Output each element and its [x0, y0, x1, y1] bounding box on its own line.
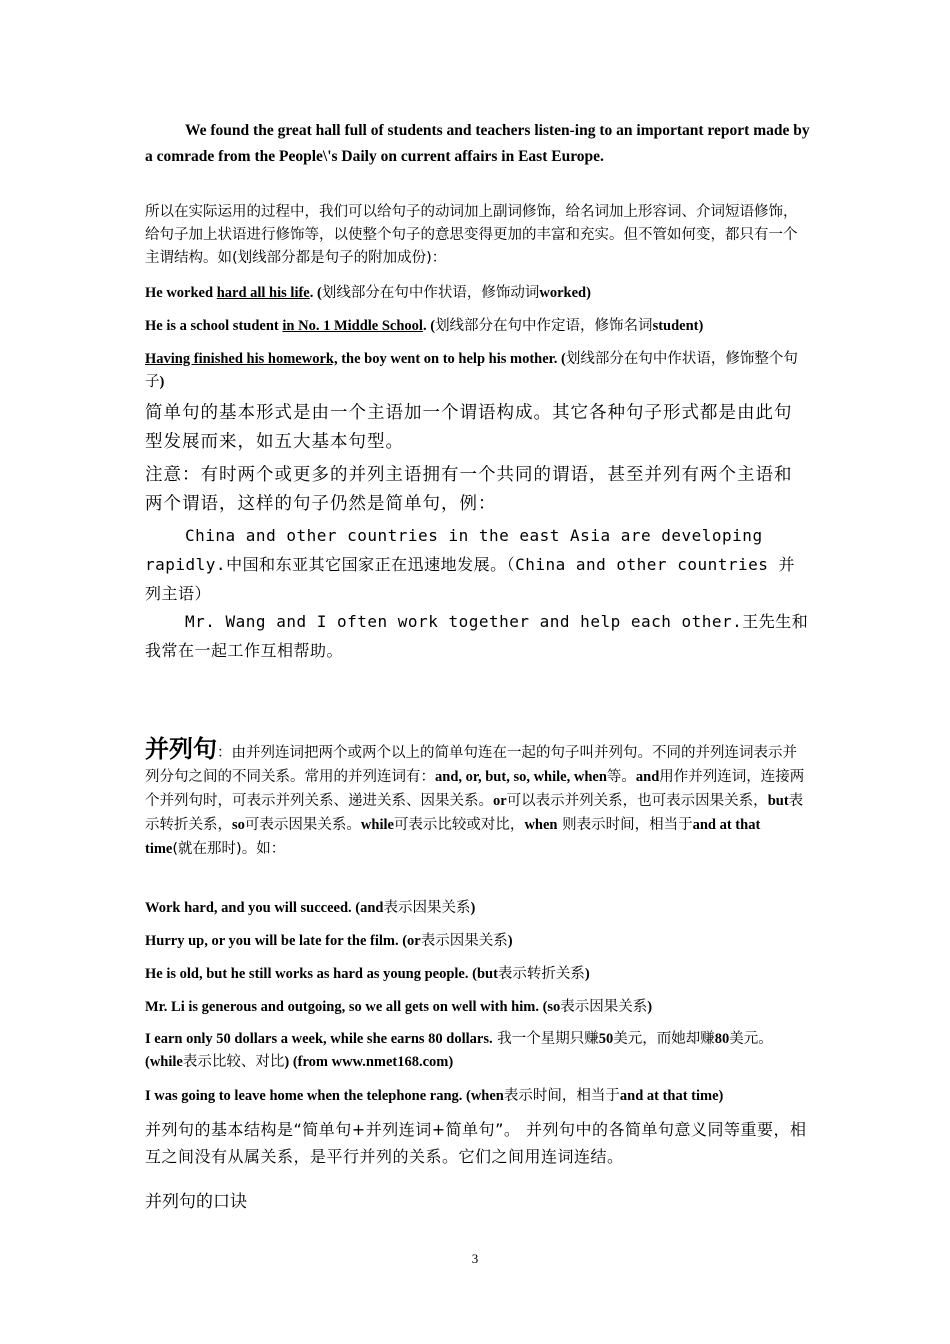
example-note: 表示因果关系 — [383, 900, 471, 916]
example-note: 表示转折关系 — [497, 966, 585, 982]
example-note: 表示时间，相当于 — [503, 1088, 620, 1104]
compound-lead: ：由并列连词把两个或两个以上的简单句连在一起的句子叫并列句。不同的并列连词表示并列分句之间的不同关系。常用的并列连词有： — [145, 745, 797, 785]
example-compound-4 — [145, 996, 810, 1019]
example-earn — [145, 1028, 810, 1074]
example-compound-3 — [145, 963, 810, 986]
example-china-text: China and other countries in the east Asia are developing rapidly.中国和东亚其它国家正在迅速地发展。（China and other countries 并列主语） — [145, 526, 796, 603]
example-note: 划线部分在句中作状语，修饰动词 — [321, 285, 540, 301]
example-text: . ( — [309, 285, 322, 301]
example-note: 美元，而她却赚 — [613, 1031, 715, 1047]
example-text: ) — [470, 900, 476, 916]
example-note: 划线部分在句中作状语，修饰整个句子 — [145, 351, 798, 390]
conj-or: or — [493, 793, 507, 809]
example-text: ) — [584, 966, 590, 982]
structure-paragraph — [145, 1116, 810, 1170]
example-text: Hurry up, or you will be late for the film. (or — [145, 933, 421, 949]
simple-form-paragraph — [145, 399, 810, 457]
example-text: He is old, but he still works as hard as young people. (but — [145, 966, 498, 982]
example-note: 我一个星期只赚 — [492, 1031, 599, 1047]
compound-text: 表示转折关系， — [145, 793, 804, 833]
underlined-phrase: in No. 1 Middle School — [282, 318, 423, 334]
conj-while: while — [360, 817, 394, 833]
example-text: ) — [507, 933, 513, 949]
compound-text: 用作并列连词，连接两个并列句时，可表示并列关系、递进关系、因果关系。 — [145, 769, 805, 809]
compound-text: 则表示时间，相当于 — [557, 817, 693, 833]
example-text: . ( — [422, 318, 436, 334]
example-note: 表示因果关系 — [420, 933, 508, 949]
structure-text: 并列句的基本结构是“简单句+并列连词+简单句”。 并列句中的各简单句意义同等重要，相互之间没有从属关系，是平行并列的关系。它们之间用连词连结。 — [145, 1120, 807, 1166]
simple-form-text: 简单句的基本形式是由一个主语加一个谓语构成。其它各种句子形式都是由此句型发展而来，如五大基本句型。 — [145, 403, 793, 452]
example-note: 美元。 — [729, 1031, 773, 1047]
example-number: 50 — [598, 1031, 614, 1047]
example-text: ) — [159, 374, 165, 390]
example-wang — [145, 607, 810, 665]
compound-text: 可表示因果关系。 — [244, 817, 361, 833]
conj-so: so — [232, 817, 245, 833]
example-text: (while — [145, 1054, 183, 1070]
example-text: and at that time) — [619, 1088, 724, 1104]
example-note: 划线部分在句中作定语，修饰名词 — [435, 318, 653, 334]
example-compound-1 — [145, 897, 810, 920]
example-text: He worked — [145, 285, 217, 301]
example-text: student) — [652, 318, 704, 334]
compound-text: (就在那时)。如： — [172, 841, 286, 857]
example-simple-3 — [145, 348, 810, 394]
example-china — [145, 521, 810, 608]
intro-paragraph — [145, 201, 810, 270]
compound-section — [145, 737, 810, 861]
example-text: I earn only 50 dollars a week, while she earns 80 dollars. — [145, 1031, 493, 1047]
example-simple-1 — [145, 282, 810, 305]
compound-text: 等。 — [606, 769, 636, 785]
example-number: 80 — [714, 1031, 730, 1047]
conj-when: when — [524, 817, 558, 833]
example-note: 表示比较、对比 — [182, 1054, 285, 1070]
example-text: ) (from www.nmet168.com) — [284, 1054, 454, 1070]
conj-at-that-time: and at that time — [145, 817, 761, 857]
top-paragraph — [145, 118, 810, 170]
note-text: 注意：有时两个或更多的并列主语拥有一个共同的谓语，甚至并列有两个主语和两个谓语，这样的句子仍然是简单句，例： — [145, 465, 793, 514]
example-text: ) — [647, 999, 653, 1015]
page-number: 3 — [471, 1251, 479, 1266]
example-text: He is a school student — [145, 318, 283, 334]
intro-text: 所以在实际运用的过程中，我们可以给句子的动词加上副词修饰，给名词加上形容词、介词短语修饰，给句子加上状语进行修饰等，以使整个句子的意思变得更加的丰富和充实。但不管如何变，都只有一个主谓结构。如(划线部分都是句子的附加成份)： — [145, 204, 798, 266]
compound-text: 可以表示并列关系，也可表示因果关系， — [506, 793, 768, 809]
example-text: the boy went on to help his mother. ( — [337, 351, 566, 367]
example-simple-2 — [145, 315, 810, 338]
compound-heading: 并列句 — [145, 735, 217, 763]
mnemonic-text: 并列句的口诀 — [145, 1192, 247, 1212]
example-compound-2 — [145, 930, 810, 953]
conj-and: and — [635, 769, 660, 785]
example-text: worked) — [539, 285, 591, 301]
conj-but: but — [767, 793, 789, 809]
example-phone — [145, 1085, 810, 1108]
example-text: Mr. Li is generous and outgoing, so we all gets on well with him. (so — [145, 999, 561, 1015]
example-text: Work hard, and you will succeed. (and — [145, 900, 384, 916]
conj-list: and, or, but, so, while, when — [435, 769, 607, 785]
underlined-phrase: hard all his life — [216, 285, 310, 301]
example-wang-text: Mr. Wang and I often work together and help each other.王先生和我常在一起工作互相帮助。 — [145, 612, 809, 660]
note-paragraph — [145, 461, 810, 519]
compound-text: 可表示比较或对比， — [393, 817, 525, 833]
mnemonic-heading — [145, 1188, 810, 1216]
example-note: 表示因果关系 — [560, 999, 648, 1015]
underlined-phrase: Having finished his homework, — [145, 351, 338, 367]
top-paragraph-text: We found the great hall full of students and teachers listen-ing to an important report made by a comrade from the People\'s Daily on current affairs in East Europe. — [145, 122, 810, 165]
example-text: I was going to leave home when the telephone rang. (when — [145, 1088, 504, 1104]
